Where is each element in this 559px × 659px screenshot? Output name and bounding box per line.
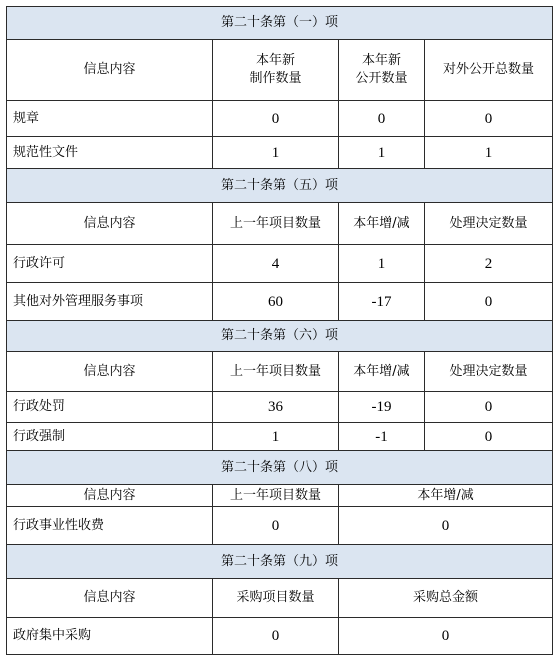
- table-row: [7, 392, 553, 423]
- table-row: [7, 245, 553, 283]
- cell-value: 0: [425, 423, 553, 451]
- cell-value: 2: [425, 245, 553, 283]
- section-title: 第二十条第（八）项: [7, 451, 553, 485]
- header-total-published-count: 对外公开总数量: [425, 40, 553, 101]
- header-procurement-count: 采购项目数量: [213, 579, 339, 618]
- header-change: 本年增/减: [339, 352, 425, 392]
- disclosure-statistics-table: [6, 6, 553, 655]
- section-title: 第二十条第（六）项: [7, 321, 553, 352]
- column-header-row: [7, 203, 553, 245]
- cell-value: 0: [213, 101, 339, 137]
- header-info-content: 信息内容: [7, 40, 213, 101]
- cell-value: 0: [425, 101, 553, 137]
- cell-value: 1: [213, 137, 339, 169]
- cell-value: 60: [213, 283, 339, 321]
- row-label: 行政许可: [7, 245, 213, 283]
- header-info-content: 信息内容: [7, 352, 213, 392]
- header-prior-year-count: 上一年项目数量: [213, 352, 339, 392]
- header-line: 制作数量: [249, 71, 302, 86]
- section-title: 第二十条第（九）项: [7, 545, 553, 579]
- cell-value: 0: [339, 618, 553, 655]
- row-label: 其他对外管理服务事项: [7, 283, 213, 321]
- section-header-row: [7, 545, 553, 579]
- row-label: 规章: [7, 101, 213, 137]
- header-prior-year-count: 上一年项目数量: [213, 485, 339, 507]
- table-row: [7, 618, 553, 655]
- section-header-row: [7, 7, 553, 40]
- cell-value: 1: [425, 137, 553, 169]
- section-header-row: [7, 321, 553, 352]
- cell-value: 0: [213, 618, 339, 655]
- cell-value: -1: [339, 423, 425, 451]
- table-row: [7, 423, 553, 451]
- row-label: 行政事业性收费: [7, 507, 213, 545]
- header-new-produced-count: [213, 40, 339, 101]
- header-change: 本年增/减: [339, 485, 553, 507]
- cell-value: 1: [339, 245, 425, 283]
- cell-value: 0: [425, 283, 553, 321]
- header-decision-count: 处理决定数量: [425, 203, 553, 245]
- header-change: 本年增/减: [339, 203, 425, 245]
- header-info-content: 信息内容: [7, 485, 213, 507]
- cell-value: -17: [339, 283, 425, 321]
- header-info-content: 信息内容: [7, 203, 213, 245]
- header-line: 本年新: [361, 53, 401, 68]
- section-title: 第二十条第（五）项: [7, 169, 553, 203]
- column-header-row: [7, 579, 553, 618]
- row-label: 规范性文件: [7, 137, 213, 169]
- header-procurement-total: 采购总金额: [339, 579, 553, 618]
- cell-value: 1: [213, 423, 339, 451]
- table-row: [7, 137, 553, 169]
- table-row: [7, 101, 553, 137]
- header-new-published-count: [339, 40, 425, 101]
- table-row: [7, 507, 553, 545]
- table-row: [7, 283, 553, 321]
- cell-value: 0: [425, 392, 553, 423]
- cell-value: 1: [339, 137, 425, 169]
- row-label: 行政强制: [7, 423, 213, 451]
- row-label: 行政处罚: [7, 392, 213, 423]
- header-decision-count: 处理决定数量: [425, 352, 553, 392]
- header-line: 公开数量: [355, 71, 408, 86]
- cell-value: 0: [339, 101, 425, 137]
- row-label: 政府集中采购: [7, 618, 213, 655]
- section-header-row: [7, 451, 553, 485]
- cell-value: 36: [213, 392, 339, 423]
- cell-value: 0: [339, 507, 553, 545]
- column-header-row: [7, 485, 553, 507]
- header-prior-year-count: 上一年项目数量: [213, 203, 339, 245]
- header-line: 本年新: [255, 53, 295, 68]
- column-header-row: [7, 40, 553, 101]
- cell-value: 0: [213, 507, 339, 545]
- cell-value: -19: [339, 392, 425, 423]
- header-info-content: 信息内容: [7, 579, 213, 618]
- section-title: 第二十条第（一）项: [7, 7, 553, 40]
- column-header-row: [7, 352, 553, 392]
- section-header-row: [7, 169, 553, 203]
- cell-value: 4: [213, 245, 339, 283]
